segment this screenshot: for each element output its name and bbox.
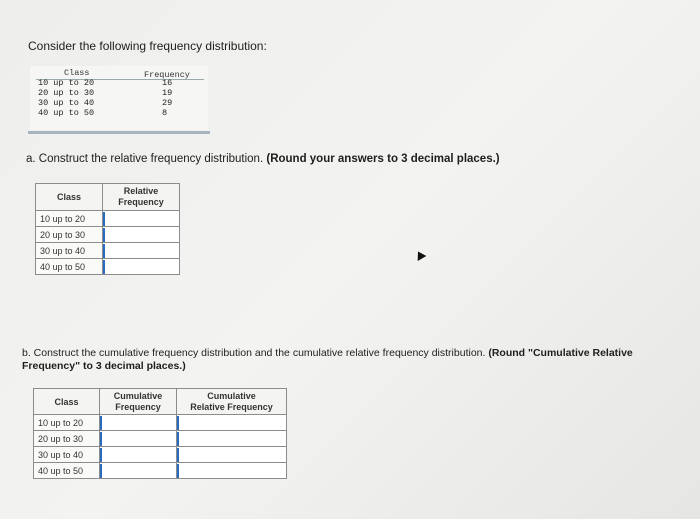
table-bottom-rule xyxy=(28,131,210,134)
table-row xyxy=(34,447,287,463)
relative-frequency-table xyxy=(35,183,180,275)
table-row xyxy=(36,259,180,275)
cumulative-frequency-table xyxy=(33,388,287,479)
relative-frequency-input-cell xyxy=(103,259,180,275)
table-row xyxy=(36,227,180,243)
given-row xyxy=(38,98,206,108)
cumulative-relative-frequency-input[interactable] xyxy=(177,448,286,462)
relative-frequency-input-cell xyxy=(103,211,180,227)
class-cell: 40 up to 50 xyxy=(34,463,100,479)
given-class-cell: 10 up to 20 xyxy=(38,78,95,88)
given-frequency-header: Frequency xyxy=(144,70,190,80)
relative-frequency-input[interactable] xyxy=(103,228,179,242)
table-row xyxy=(36,243,180,259)
given-class-cell: 40 up to 50 xyxy=(38,108,95,118)
given-frequency-table xyxy=(30,66,208,130)
part-a-text: a. Construct the relative frequency distribution. xyxy=(26,153,264,165)
cumulative-frequency-input-cell xyxy=(100,431,177,447)
cumulative-frequency-input-cell xyxy=(100,447,177,463)
class-cell: 10 up to 20 xyxy=(36,211,103,227)
part-b-hint: (Round "Cumulative Relative Frequency" to 3 decimal places.) xyxy=(22,347,633,372)
cumulative-frequency-input[interactable] xyxy=(100,464,176,478)
given-frequency-cell: 16 xyxy=(162,78,173,88)
cumulative-frequency-input[interactable] xyxy=(100,448,176,462)
class-cell: 30 up to 40 xyxy=(34,447,100,463)
class-header: Class xyxy=(34,389,100,415)
relative-frequency-input[interactable] xyxy=(103,212,179,226)
given-row xyxy=(38,78,206,88)
cumulative-frequency-input-cell xyxy=(100,463,177,479)
cumulative-frequency-header: Cumulative Frequency xyxy=(100,389,177,415)
given-row xyxy=(38,88,206,98)
table-row xyxy=(34,463,287,479)
given-class-header: Class xyxy=(64,68,90,78)
class-header: Class xyxy=(36,184,103,211)
table-row xyxy=(34,431,287,447)
cumulative-relative-frequency-input-cell xyxy=(177,431,287,447)
relative-frequency-input[interactable] xyxy=(103,244,179,258)
cumulative-frequency-input[interactable] xyxy=(100,416,176,430)
cumulative-frequency-input[interactable] xyxy=(100,432,176,446)
part-b-prompt xyxy=(22,347,690,373)
class-cell: 20 up to 30 xyxy=(36,227,103,243)
table-row xyxy=(36,211,180,227)
class-cell: 10 up to 20 xyxy=(34,415,100,431)
cumulative-relative-frequency-input[interactable] xyxy=(177,416,286,430)
cumulative-relative-frequency-input[interactable] xyxy=(177,432,286,446)
given-frequency-cell: 29 xyxy=(162,98,173,108)
class-cell: 20 up to 30 xyxy=(34,431,100,447)
relative-frequency-input-cell xyxy=(103,243,180,259)
relative-frequency-input-cell xyxy=(103,227,180,243)
given-row xyxy=(38,108,206,118)
given-class-cell: 30 up to 40 xyxy=(38,98,95,108)
intro-text: Consider the following frequency distribution: xyxy=(28,39,267,53)
cumulative-frequency-input-cell xyxy=(100,415,177,431)
cumulative-relative-frequency-input-cell xyxy=(177,463,287,479)
class-cell: 40 up to 50 xyxy=(36,259,103,275)
table-row xyxy=(34,415,287,431)
given-class-cell: 20 up to 30 xyxy=(38,88,95,98)
part-a-hint: (Round your answers to 3 decimal places.) xyxy=(266,153,500,165)
part-a-prompt xyxy=(26,153,500,165)
given-frequency-cell: 8 xyxy=(162,108,168,118)
cumulative-relative-frequency-input[interactable] xyxy=(177,464,286,478)
given-frequency-cell: 19 xyxy=(162,88,173,98)
mouse-cursor-icon xyxy=(414,249,427,261)
cumulative-relative-frequency-input-cell xyxy=(177,415,287,431)
cumulative-relative-frequency-input-cell xyxy=(177,447,287,463)
relative-frequency-input[interactable] xyxy=(103,260,179,274)
part-b-text: b. Construct the cumulative frequency distribution and the cumulative relative frequency distribution. xyxy=(22,347,486,359)
class-cell: 30 up to 40 xyxy=(36,243,103,259)
cumulative-relative-frequency-header: Cumulative Relative Frequency xyxy=(177,389,287,415)
relative-frequency-header: Relative Frequency xyxy=(103,184,180,211)
